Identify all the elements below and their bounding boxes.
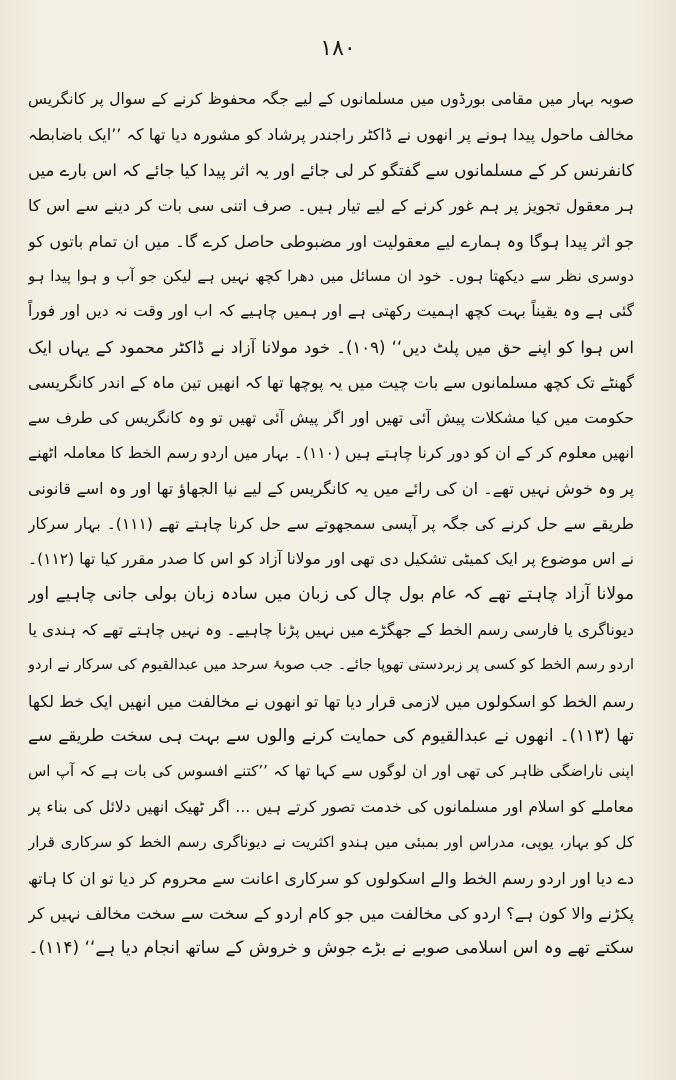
text-line: دیوناگری یا فارسی رسم الخط کے جھگڑے میں نہیں پڑنا چاہیے۔ وہ نہیں چاہتے تھے کہ ہندی یا: [28, 620, 634, 639]
text-line: طریقے سے حل کرنے کی جگہ پر آپسی سمجھوتے سے حل کرنا چاہتے تھے (۱۱۱)۔ بہار سرکار: [28, 514, 634, 533]
text-line: مخالف ماحول پیدا ہونے پر انھوں نے ڈاکٹر راجندر پرشاد کو مشورہ دیا تھا کہ ’’ایک باضابطہ: [28, 125, 634, 145]
text-line: صوبہ بہار میں مقامی بورڈوں میں مسلمانوں کے لیے جگہ محفوظ کرنے کے سوال پر کانگریس: [28, 90, 634, 108]
text-line: انھیں معلوم کر کے ان کو دور کرنا چاہتے ہیں (۱۱۰)۔ بہار میں اردو رسم الخط کا معاملہ اٹھنے: [28, 443, 634, 462]
text-line: معاملے کو اسلام اور مسلمانوں کی خدمت تصور کرتے ہیں ... اگر ٹھیک انھیں دلائل کی بناء پر: [28, 797, 634, 816]
text-line: دے دیا اور اردو رسم الخط والے اسکولوں کو سرکاری اعانت سے محروم کر دیا تو ان کا ہاتھ: [28, 868, 634, 888]
text-line: گئی ہے وہ یقیناً بہت کچھ اہمیت رکھتی ہے اور ہمیں چاہیے کہ اب اور وقت نہ دیں اور فوراً: [28, 302, 634, 321]
text-line: اپنی ناراضگی ظاہر کی تھی اور ان لوگوں سے کہا تھا کہ ’’کتنے افسوس کی بات ہے کہ آپ اس: [28, 762, 634, 781]
text-line: رسم الخط کو اسکولوں میں لازمی قرار دیا تھا تو انھوں نے مخالفت میں انھیں ایک خط لکھا: [28, 691, 634, 711]
text-line: گھنٹے تک کچھ مسلمانوں سے بات چیت میں یہ پوچھا تھا کہ انھیں تین ماہ کے اندر کانگریسی: [28, 373, 634, 393]
text-line: پر وہ خوش نہیں تھے۔ ان کی رائے میں یہ کانگریس کے لیے نیا الجھاؤ تھا اور وہ اسے قانونی: [28, 479, 634, 499]
text-line: نے اس موضوع پر ایک کمیٹی تشکیل دی تھی اور مولانا آزاد کو اس کا صدر مقرر کیا تھا (۱۱۲)۔: [28, 550, 634, 569]
text-line: اردو رسم الخط کو کسی پر زبردستی تھوپا جائے۔ جب صوبۂ سرحد میں عبدالقیوم کی سرکار نے اردو: [28, 657, 634, 674]
text-line: جو اثر پیدا ہوگا وہ ہمارے لیے معقولیت اور مضبوطی حاصل کرے گا۔ میں ان تمام باتوں کو: [28, 231, 634, 251]
text-line: کانفرنس کر کے مسلمانوں سے گفتگو کر لی جائے اور یہ اثر پیدا کیا جائے کہ اس بارے میں: [28, 160, 634, 180]
page-number: ۱۸۰: [320, 36, 356, 61]
text-line: ہر معقول تجویز پر ہم غور کرنے کے لیے تیار ہیں۔ صرف اتنی سی بات کر دینے سے اس کا: [28, 196, 634, 216]
text-line: پکڑنے والا کون ہے؟ اردو کی مخالفت میں جو کام اردو کے سخت سے سخت مخالف نہیں کر: [28, 903, 634, 923]
text-line: حکومت میں کیا مشکلات پیش آئی تھیں اور اگر پیش آئی تھیں تو وہ کانگریس کی طرف سے: [28, 408, 634, 427]
text-line: مولانا آزاد چاہتے تھے کہ عام بول چال کی زبان میں سادہ زبان بولی جانی چاہیے اور: [28, 584, 634, 605]
text-line: دوسری نظر سے دیکھتا ہوں۔ خود ان مسائل میں دھرا کچھ نہیں ہے لیکن جو آب و ہوا پیدا ہو: [28, 266, 634, 285]
text-line: اس ہوا کو اپنے حق میں پلٹ دیں‘‘ (۱۰۹)۔ خود مولانا آزاد نے ڈاکٹر محمود کے یہاں ایک: [28, 337, 634, 357]
body-text: [28, 82, 634, 967]
text-line: سکتے تھے وہ اس اسلامی صوبے نے بڑے جوش و خروش کے ساتھ انجام دیا ہے‘‘ (۱۱۴)۔: [28, 938, 634, 959]
text-line: کل کو بہار، یوپی، مدراس اور بمبئی میں ہندو اکثریت نے دیوناگری رسم الخط کو سرکاری قرار: [28, 833, 634, 852]
text-line: تھا (۱۱۳)۔ انھوں نے عبدالقیوم کی حمایت کرنے والوں سے بہت ہی سخت طریقے سے: [28, 726, 634, 747]
